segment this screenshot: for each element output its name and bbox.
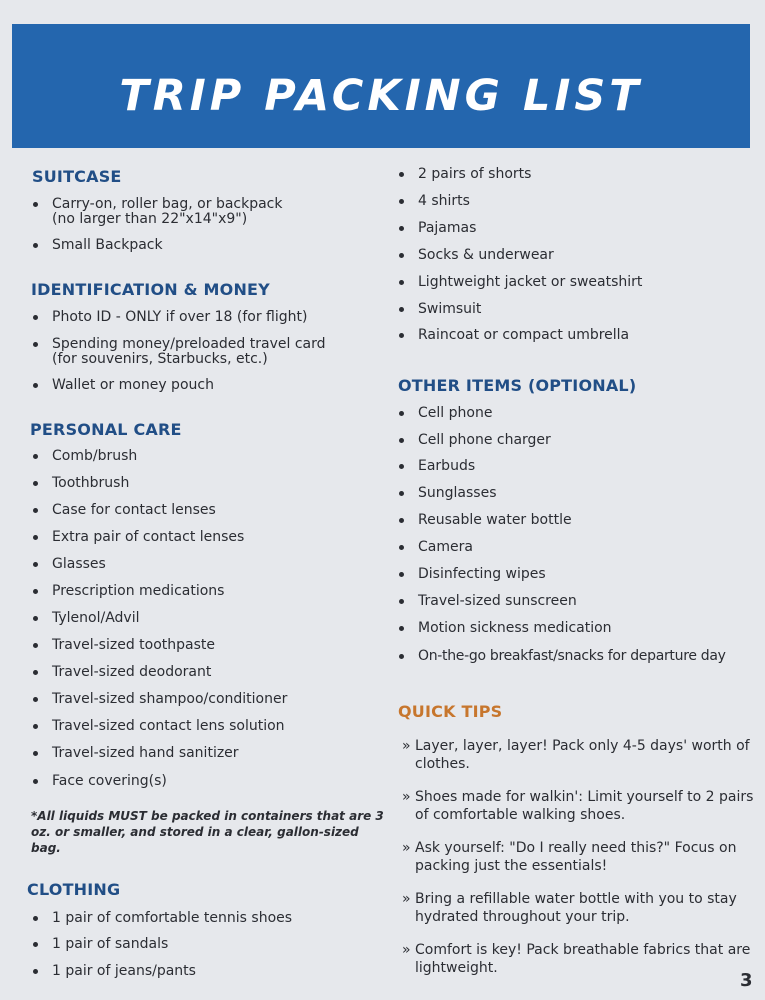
chevron-right-icon: » xyxy=(402,840,411,856)
title-banner xyxy=(12,24,750,148)
clothing-heading: CLOTHING xyxy=(27,880,121,899)
bullet-icon xyxy=(33,562,38,567)
chevron-right-icon: » xyxy=(402,891,411,907)
bullet-icon xyxy=(399,464,404,469)
list-item: 1 pair of comfortable tennis shoes xyxy=(30,911,292,926)
bullet-icon xyxy=(33,916,38,921)
tip-item: » Shoes made for walkin': Limit yourself to 2 pairs of comfortable walking shoes. xyxy=(402,789,754,823)
bullet-icon xyxy=(33,779,38,784)
list-item: Lightweight jacket or sweatshirt xyxy=(396,275,642,290)
suitcase-heading: SUITCASE xyxy=(32,167,122,186)
bullet-icon xyxy=(33,535,38,540)
list-item: On-the-go breakfast/snacks for departure day xyxy=(396,649,726,664)
bullet-icon xyxy=(399,199,404,204)
bullet-icon xyxy=(33,342,38,347)
list-item: Earbuds xyxy=(396,459,475,474)
list-item: Travel-sized sunscreen xyxy=(396,594,577,609)
list-item: Pajamas xyxy=(396,221,476,236)
bullet-icon xyxy=(33,202,38,207)
bullet-icon xyxy=(399,599,404,604)
bullet-icon xyxy=(399,438,404,443)
chevron-right-icon: » xyxy=(402,789,411,805)
list-item: Travel-sized hand sanitizer xyxy=(30,746,239,761)
list-item: Travel-sized contact lens solution xyxy=(30,719,285,734)
list-item: Travel-sized deodorant xyxy=(30,665,211,680)
tip-item: » Comfort is key! Pack breathable fabrics that are lightweight. xyxy=(402,942,751,976)
list-item: Cell phone xyxy=(396,406,492,421)
list-item: Camera xyxy=(396,540,473,555)
bullet-icon xyxy=(33,724,38,729)
bullet-icon xyxy=(399,172,404,177)
bullet-icon xyxy=(33,589,38,594)
bullet-icon xyxy=(33,616,38,621)
bullet-icon xyxy=(399,545,404,550)
quick-tips-heading: QUICK TIPS xyxy=(398,702,503,721)
bullet-icon xyxy=(33,508,38,513)
bullet-icon xyxy=(399,333,404,338)
bullet-icon xyxy=(33,751,38,756)
bullet-icon xyxy=(33,315,38,320)
tip-item: » Layer, layer, layer! Pack only 4-5 days' worth of clothes. xyxy=(402,738,750,772)
list-item: Travel-sized shampoo/conditioner xyxy=(30,692,287,707)
bullet-icon xyxy=(399,226,404,231)
tip-item: » Bring a refillable water bottle with you to stay hydrated throughout your trip. xyxy=(402,891,737,925)
list-item: 1 pair of jeans/pants xyxy=(30,964,196,979)
list-item: Travel-sized toothpaste xyxy=(30,638,215,653)
bullet-icon xyxy=(33,969,38,974)
id-money-heading: IDENTIFICATION & MONEY xyxy=(31,280,270,299)
other-items-heading: OTHER ITEMS (OPTIONAL) xyxy=(398,376,637,395)
list-item: Spending money/preloaded travel card (for souvenirs, Starbucks, etc.) xyxy=(30,337,352,367)
list-item: Sunglasses xyxy=(396,486,496,501)
list-item: Case for contact lenses xyxy=(30,503,216,518)
list-item: 4 shirts xyxy=(396,194,470,209)
bullet-icon xyxy=(33,481,38,486)
bullet-icon xyxy=(399,411,404,416)
page-title: TRIP PACKING LIST xyxy=(119,71,643,121)
bullet-icon xyxy=(33,643,38,648)
bullet-icon xyxy=(33,942,38,947)
personal-care-heading: PERSONAL CARE xyxy=(30,420,182,439)
list-item: 2 pairs of shorts xyxy=(396,167,531,182)
bullet-icon xyxy=(399,518,404,523)
list-item: Small Backpack xyxy=(30,238,163,253)
page-number: 3 xyxy=(740,970,753,991)
list-item: Swimsuit xyxy=(396,302,481,317)
list-item: Wallet or money pouch xyxy=(30,378,214,393)
list-item: Carry-on, roller bag, or backpack (no larger than 22"x14"x9") xyxy=(30,197,292,227)
list-item: Comb/brush xyxy=(30,449,137,464)
bullet-icon xyxy=(33,697,38,702)
list-item: Raincoat or compact umbrella xyxy=(396,328,629,343)
chevron-right-icon: » xyxy=(402,738,411,754)
bullet-icon xyxy=(33,243,38,248)
list-item: Extra pair of contact lenses xyxy=(30,530,244,545)
bullet-icon xyxy=(399,572,404,577)
list-item: Toothbrush xyxy=(30,476,129,491)
list-item: Glasses xyxy=(30,557,106,572)
liquids-note: *All liquids MUST be packed in containers that are 3 oz. or smaller, and stored in a clear, gallon-sized bag. xyxy=(31,809,384,855)
list-item: 1 pair of sandals xyxy=(30,937,168,952)
bullet-icon xyxy=(33,670,38,675)
bullet-icon xyxy=(399,626,404,631)
list-item: Tylenol/Advil xyxy=(30,611,140,626)
list-item: Motion sickness medication xyxy=(396,621,612,636)
bullet-icon xyxy=(399,491,404,496)
bullet-icon xyxy=(33,454,38,459)
list-item: Cell phone charger xyxy=(396,433,551,448)
bullet-icon xyxy=(399,654,404,659)
bullet-icon xyxy=(399,307,404,312)
bullet-icon xyxy=(399,280,404,285)
list-item: Prescription medications xyxy=(30,584,224,599)
chevron-right-icon: » xyxy=(402,942,411,958)
list-item: Photo ID - ONLY if over 18 (for flight) xyxy=(30,310,307,325)
list-item: Socks & underwear xyxy=(396,248,554,263)
list-item: Reusable water bottle xyxy=(396,513,572,528)
list-item: Face covering(s) xyxy=(30,774,167,789)
list-item: Disinfecting wipes xyxy=(396,567,546,582)
bullet-icon xyxy=(399,253,404,258)
tip-item: » Ask yourself: "Do I really need this?" Focus on packing just the essentials! xyxy=(402,840,737,874)
bullet-icon xyxy=(33,383,38,388)
